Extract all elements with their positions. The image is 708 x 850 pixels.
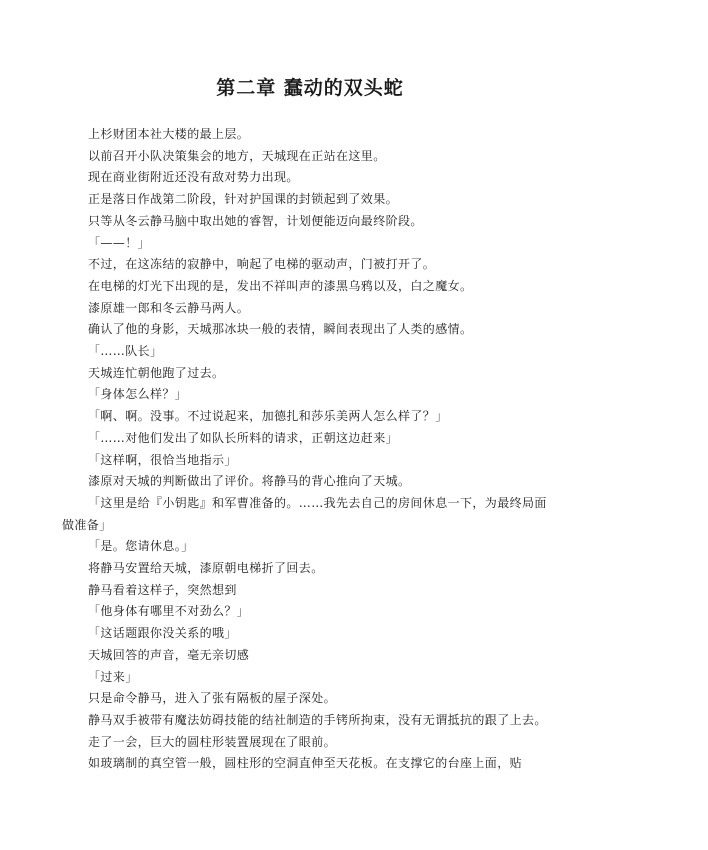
paragraph: 「这话题跟你没关系的哦」 [88, 626, 237, 641]
paragraph: 「过来」 [88, 669, 138, 684]
paragraph: 「……对他们发出了如队长所料的请求，正朝这边赶来」 [88, 430, 399, 445]
paragraph: 「身体怎么样？」 [88, 387, 188, 402]
paragraph: 「是。您请休息。」 [88, 539, 194, 554]
body-text [62, 124, 552, 775]
paragraph: 「——！」 [88, 235, 151, 250]
paragraph: 如玻璃制的真空管一般，圆柱形的空洞直伸至天花板。在支撑它的台座上面，贴 [88, 756, 523, 771]
paragraph: 静马看着这样子，突然想到 [88, 582, 237, 597]
paragraph: 现在商业街附近还没有敌对势力出现。 [88, 170, 299, 185]
paragraph: 将静马安置给天城，漆原朝电梯折了回去。 [88, 561, 324, 576]
paragraph: 「这里是给『小钥匙』和军曹准备的。……我先去自己的房间休息一下，为最终局面做准备」 [62, 495, 547, 532]
paragraph: 静马双手被带有魔法妨碍技能的结社制造的手铐所拘束，没有无谓抵抗的跟了上去。 [88, 712, 547, 727]
paragraph: 漆原雄一郎和冬云静马两人。 [88, 300, 250, 315]
paragraph: 「他身体有哪里不对劲么？」 [88, 604, 250, 619]
paragraph: 「……队长」 [88, 344, 163, 359]
paragraph: 只等从冬云静马脑中取出她的睿智，计划便能迈向最终阶段。 [88, 213, 423, 228]
paragraph: 走了一会，巨大的圆柱形装置展现在了眼前。 [88, 734, 337, 749]
paragraph: 天城回答的声音，毫无亲切感 [88, 647, 250, 662]
paragraph: 只是命令静马，进入了张有隔板的屋子深处。 [88, 691, 337, 706]
paragraph: 「这样啊，很恰当地指示」 [88, 452, 237, 467]
paragraph: 「啊、啊。没事。不过说起来，加德扎和莎乐美两人怎么样了？」 [88, 409, 448, 424]
paragraph: 确认了他的身影，天城那冰块一般的表情，瞬间表现出了人类的感情。 [88, 322, 473, 337]
paragraph: 在电梯的灯光下出现的是，发出不祥叫声的漆黑乌鸦以及，白之魔女。 [88, 278, 473, 293]
paragraph: 天城连忙朝他跑了过去。 [88, 365, 225, 380]
chapter-title: 第二章 蠢动的双头蛇 [216, 77, 404, 99]
paragraph: 漆原对天城的判断做出了评价。将静马的背心推向了天城。 [88, 474, 411, 489]
paragraph: 上杉财团本社大楼的最上层。 [88, 127, 250, 141]
paragraph: 正是落日作战第二阶段，针对护国课的封锁起到了效果。 [88, 192, 399, 207]
paragraph: 不过，在这冻结的寂静中，响起了电梯的驱动声，门被打开了。 [88, 257, 436, 272]
paragraph: 以前召开小队决策集会的地方，天城现在正站在这里。 [88, 148, 386, 163]
